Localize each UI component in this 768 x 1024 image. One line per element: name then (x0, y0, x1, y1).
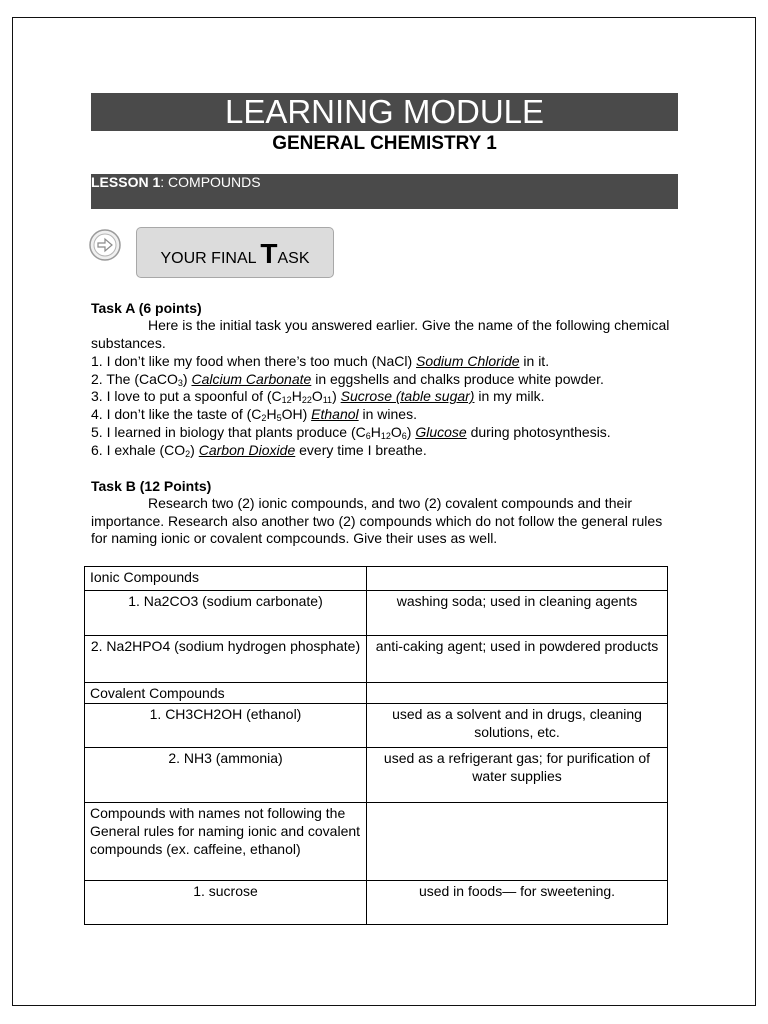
item-text: H (370, 424, 381, 440)
item-text: ) (190, 442, 199, 458)
task-a-item-3 (91, 387, 544, 405)
table-cell: used as a refrigerant gas; for purification of water supplies (367, 748, 668, 803)
subscript: 6 (365, 431, 371, 441)
task-a-intro-text: Here is the initial task you answered earlier. Give the name of the following chemical substances. (91, 317, 670, 351)
final-task-pre: YOUR FINAL (160, 250, 261, 267)
task-a-item-6 (91, 441, 427, 459)
subscript: 22 (301, 395, 312, 405)
table-row (85, 636, 668, 683)
table-cell: Compounds with names not following the General rules for naming ionic and covalent compounds (ex. caffeine, ethanol) (85, 803, 367, 881)
task-b-intro-text: Research two (2) ionic compounds, and two (2) covalent compounds and their importance. Research also another two (2) compounds which do not follow the general rules for naming ionic or covalent compcounds. Give their uses as well. (91, 495, 663, 546)
task-a-item-4 (91, 405, 417, 423)
subscript: 11 (322, 395, 333, 405)
table-cell: used in foods— for sweetening. (367, 881, 668, 925)
lesson-bar (91, 174, 678, 209)
item-text: during photosynthesis. (466, 424, 611, 440)
item-text: 1. I don’t like my food when there’s too much (NaCl) (91, 353, 417, 369)
task-b-intro (91, 495, 671, 548)
table-row (85, 567, 668, 591)
item-text: 6. I exhale (CO (91, 442, 186, 458)
table-cell (367, 803, 668, 881)
item-answer: Carbon Dioxide (198, 442, 296, 458)
table-row (85, 704, 668, 748)
table-cell (367, 683, 668, 704)
lesson-topic: : COMPOUNDS (160, 174, 261, 190)
module-subtitle: GENERAL CHEMISTRY 1 (272, 133, 497, 154)
task-b-heading: Task B (12 Points) (91, 478, 212, 494)
item-text: ) (182, 371, 192, 387)
table-cell: 2. NH3 (ammonia) (85, 748, 367, 803)
task-a-item-2 (91, 370, 604, 388)
table-cell: Covalent Compounds (85, 683, 367, 704)
subscript: 3 (177, 378, 183, 388)
item-answer: Sucrose (table sugar) (340, 388, 475, 404)
item-text: 2. The (CaCO (91, 371, 178, 387)
item-text: in eggshells and chalks produce white powder. (311, 371, 604, 387)
table-cell: 2. Na2HPO4 (sodium hydrogen phosphate) (85, 636, 367, 683)
subscript: 5 (276, 413, 282, 423)
subscript: 12 (281, 395, 292, 405)
task-a-item-5 (91, 423, 611, 441)
item-text: O (390, 424, 402, 440)
subscript: 6 (401, 431, 407, 441)
item-text: in my milk. (474, 388, 545, 404)
task-a-item-1 (91, 352, 549, 370)
item-answer: Glucose (415, 424, 467, 440)
item-text: O (311, 388, 323, 404)
item-answer: Calcium Carbonate (191, 371, 312, 387)
item-text: ) (406, 424, 416, 440)
item-text: 4. I don’t like the taste of (C (91, 406, 262, 422)
subscript: 2 (185, 449, 191, 459)
table-cell: 1. sucrose (85, 881, 367, 925)
table-cell: Ionic Compounds (85, 567, 367, 591)
subscript: 2 (261, 413, 267, 423)
table-cell (367, 567, 668, 591)
lesson-label: LESSON 1 (91, 174, 161, 190)
table-cell: anti-caking agent; used in powdered products (367, 636, 668, 683)
table-row (85, 881, 668, 925)
table-row (85, 748, 668, 803)
table-cell: washing soda; used in cleaning agents (367, 591, 668, 636)
table-cell: used as a solvent and in drugs, cleaning solutions, etc. (367, 704, 668, 748)
final-task-banner (136, 227, 334, 278)
table-cell: 1. CH3CH2OH (ethanol) (85, 704, 367, 748)
task-a-intro (91, 317, 671, 352)
item-text: in it. (519, 353, 550, 369)
item-text: H (291, 388, 302, 404)
subscript: 12 (380, 431, 391, 441)
item-text: ) (332, 388, 341, 404)
final-task-big-letter: T (260, 238, 278, 269)
item-text: every time I breathe. (295, 442, 427, 458)
table-row (85, 683, 668, 704)
table-row (85, 591, 668, 636)
item-text: H (266, 406, 277, 422)
item-text: 3. I love to put a spoonful of (C (91, 388, 282, 404)
arrow-right-icon (89, 229, 121, 261)
item-answer: Ethanol (311, 406, 359, 422)
compounds-table (84, 566, 668, 925)
item-answer: Sodium Chloride (416, 353, 520, 369)
table-row (85, 803, 668, 881)
item-text: OH) (281, 406, 312, 422)
final-task-post: ASK (277, 250, 310, 267)
item-text: in wines. (358, 406, 417, 422)
item-text: 5. I learned in biology that plants produce (C (91, 424, 366, 440)
table-cell: 1. Na2CO3 (sodium carbonate) (85, 591, 367, 636)
module-title: LEARNING MODULE (91, 93, 678, 131)
task-a-heading: Task A (6 points) (91, 300, 202, 316)
